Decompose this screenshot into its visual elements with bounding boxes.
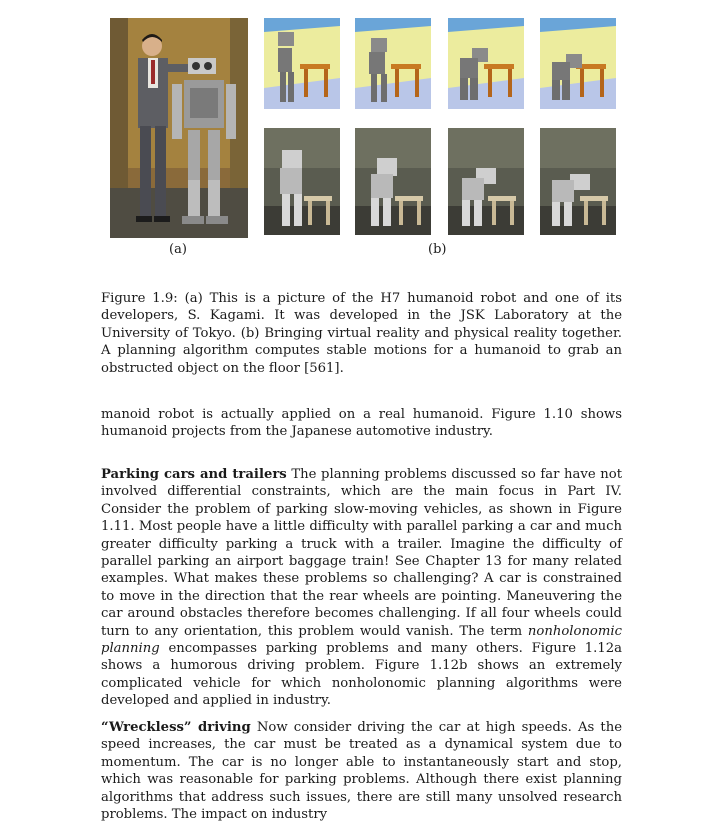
figure-b-real-frame-2: [355, 128, 431, 235]
figure-b-label: (b): [428, 242, 447, 257]
paragraph-continuation: [101, 406, 622, 441]
figure-caption: [101, 290, 622, 377]
figure-caption-text: Figure 1.9: (a) This is a picture of the H7 humanoid robot and one of its developers, S. Kagami. It was developed in the JSK Laboratory at the University of Tokyo. (b) Bringing virtual reality and physical reality together. A planning algorithm computes stable motions for a humanoid to grab an obstructed object on the floor [561].: [101, 291, 622, 376]
paragraph-parking: [101, 466, 622, 710]
figure-b-sim-frame-1: [264, 18, 340, 109]
figure-b-real-frame-3: [448, 128, 524, 235]
paragraph-2-text-a: The planning problems discussed so far have not involved differential constraints, which are the main focus in Part IV. Consider the problem of parking slow-moving vehicles, as shown in Figure 1.11. Most people have a little difficulty with parallel parking a car and much greater difficulty parking a truck with a trailer. Imagine the difficulty of parallel parking an airport baggage train! See Chapter 13 for many related examples. What makes these problems so challenging? A car is constrained to move in the direction that the rear wheels are pointing. Maneuvering the car around obstacles therefore becomes challenging. If all four wheels could turn to any orientation, this problem would vanish. The term: [101, 467, 622, 639]
figure-a-photo: [110, 18, 248, 238]
figure-b-real-frame-4: [540, 128, 616, 235]
paragraph-1-text: manoid robot is actually applied on a real humanoid. Figure 1.10 shows humanoid projects from the Japanese automotive industry.: [101, 407, 622, 440]
paragraph-3-text: Now consider driving the car at high speeds. As the speed increases, the car must be treated as a dynamical system due to momentum. The car is no longer able to instantaneously start and stop, which was reasonable for parking problems. Although there exist planning algorithms that address such issues, there are still many unsolved research problems. The impact on industry: [101, 720, 622, 823]
figure-b-sim-frame-3: [448, 18, 524, 109]
term-nonholonomic-planning: nonholonomic planning: [101, 623, 622, 657]
figure-b-sim-frame-4: [540, 18, 616, 109]
paragraph-2-text-b: encompasses parking problems and many others. Figure 1.12a shows a humorous driving problem. Figure 1.12b shows an extremely complicated vehicle for which nonholonomic planning algorithms were developed and applied in industry.: [101, 641, 622, 709]
paragraph-heading-parking: Parking cars and trailers: [101, 467, 287, 482]
figure-b-sim-frame-2: [355, 18, 431, 109]
figure-b-real-frame-1: [264, 128, 340, 235]
paragraph-heading-wreckless: “Wreckless” driving: [101, 720, 251, 735]
paragraph-wreckless: [101, 719, 622, 823]
figure-a-label: (a): [169, 242, 187, 257]
